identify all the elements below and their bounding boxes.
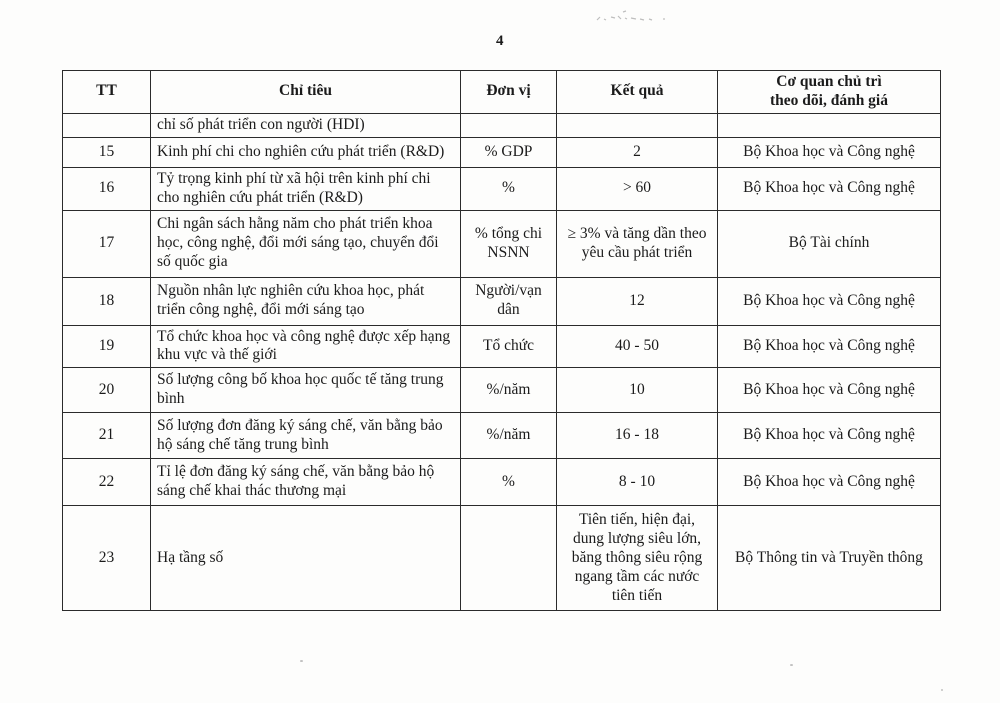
- cell-don-vi: %: [461, 459, 557, 506]
- table-row: [63, 459, 941, 506]
- cell-ket-qua: 40 - 50: [557, 325, 718, 368]
- cell-tt: 16: [63, 167, 151, 210]
- table-header-row: [63, 71, 941, 114]
- table-row: [63, 413, 941, 459]
- indicators-table: [62, 70, 941, 611]
- scan-speck: [790, 664, 793, 666]
- cell-chi-tieu: Chi ngân sách hằng năm cho phát triển khoa học, công nghệ, đổi mới sáng tạo, chuyển đổi số quốc gia: [151, 210, 461, 277]
- cell-ket-qua: ≥ 3% và tăng dần theo yêu cầu phát triển: [557, 210, 718, 277]
- cell-tt: [63, 113, 151, 137]
- cell-chi-tieu: Hạ tầng số: [151, 506, 461, 611]
- table-row: [63, 113, 941, 137]
- cell-don-vi: Tổ chức: [461, 325, 557, 368]
- cell-tt: 18: [63, 277, 151, 325]
- cell-co-quan: Bộ Tài chính: [718, 210, 941, 277]
- cell-chi-tieu: Tỷ trọng kinh phí từ xã hội trên kinh phí chi cho nghiên cứu phát triển (R&D): [151, 167, 461, 210]
- scan-speck: [941, 689, 943, 691]
- cell-co-quan: Bộ Khoa học và Công nghệ: [718, 325, 941, 368]
- header-don-vi: Đơn vị: [461, 71, 557, 114]
- cell-ket-qua: 8 - 10: [557, 459, 718, 506]
- cell-tt: 21: [63, 413, 151, 459]
- cell-tt: 23: [63, 506, 151, 611]
- table-row: [63, 210, 941, 277]
- cell-chi-tieu: Nguồn nhân lực nghiên cứu khoa học, phát triển công nghệ, đổi mới sáng tạo: [151, 277, 461, 325]
- cell-co-quan: Bộ Khoa học và Công nghệ: [718, 459, 941, 506]
- cell-don-vi: [461, 113, 557, 137]
- cell-co-quan: Bộ Thông tin và Truyền thông: [718, 506, 941, 611]
- cell-co-quan: Bộ Khoa học và Công nghệ: [718, 413, 941, 459]
- cell-chi-tieu: Kinh phí chi cho nghiên cứu phát triển (R&D): [151, 137, 461, 167]
- header-chi-tieu: Chỉ tiêu: [151, 71, 461, 114]
- cell-ket-qua: 10: [557, 368, 718, 413]
- header-co-quan-line1: Cơ quan chủ trì: [776, 73, 882, 90]
- table-row: [63, 167, 941, 210]
- cell-co-quan: [718, 113, 941, 137]
- page-number: 4: [496, 33, 504, 49]
- cell-tt: 17: [63, 210, 151, 277]
- cell-co-quan: Bộ Khoa học và Công nghệ: [718, 137, 941, 167]
- cell-chi-tieu: chỉ số phát triển con người (HDI): [151, 113, 461, 137]
- table-row: [63, 368, 941, 413]
- cell-tt: 22: [63, 459, 151, 506]
- header-co-quan: [718, 71, 941, 114]
- cell-chi-tieu: Số lượng công bố khoa học quốc tế tăng trung bình: [151, 368, 461, 413]
- table-row: [63, 506, 941, 611]
- cell-ket-qua: > 60: [557, 167, 718, 210]
- cell-co-quan: Bộ Khoa học và Công nghệ: [718, 167, 941, 210]
- cell-don-vi: % tổng chi NSNN: [461, 210, 557, 277]
- cell-co-quan: Bộ Khoa học và Công nghệ: [718, 368, 941, 413]
- cell-ket-qua: 2: [557, 137, 718, 167]
- table-row: [63, 137, 941, 167]
- table-row: [63, 277, 941, 325]
- cell-don-vi: Người/vạn dân: [461, 277, 557, 325]
- cell-don-vi: [461, 506, 557, 611]
- scan-speck: [300, 660, 303, 662]
- cell-tt: 20: [63, 368, 151, 413]
- cell-don-vi: %/năm: [461, 413, 557, 459]
- cell-ket-qua: 12: [557, 277, 718, 325]
- cell-co-quan: Bộ Khoa học và Công nghệ: [718, 277, 941, 325]
- cell-chi-tieu: Tổ chức khoa học và công nghệ được xếp hạng khu vực và thế giới: [151, 325, 461, 368]
- cell-don-vi: %: [461, 167, 557, 210]
- cell-ket-qua: Tiên tiến, hiện đại, dung lượng siêu lớn, băng thông siêu rộng ngang tầm các nước tiên tiến: [557, 506, 718, 611]
- header-co-quan-line2: theo dõi, đánh giá: [769, 91, 888, 109]
- cell-tt: 15: [63, 137, 151, 167]
- cell-chi-tieu: Tỉ lệ đơn đăng ký sáng chế, văn bằng bảo hộ sáng chế khai thác thương mại: [151, 459, 461, 506]
- cell-ket-qua: 16 - 18: [557, 413, 718, 459]
- cell-don-vi: % GDP: [461, 137, 557, 167]
- header-ket-qua: Kết quả: [557, 71, 718, 114]
- cell-tt: 19: [63, 325, 151, 368]
- cell-ket-qua: [557, 113, 718, 137]
- header-tt: TT: [63, 71, 151, 114]
- table-row: [63, 325, 941, 368]
- scan-smudge-artifact: [593, 8, 689, 30]
- cell-chi-tieu: Số lượng đơn đăng ký sáng chế, văn bằng bảo hộ sáng chế tăng trung bình: [151, 413, 461, 459]
- cell-don-vi: %/năm: [461, 368, 557, 413]
